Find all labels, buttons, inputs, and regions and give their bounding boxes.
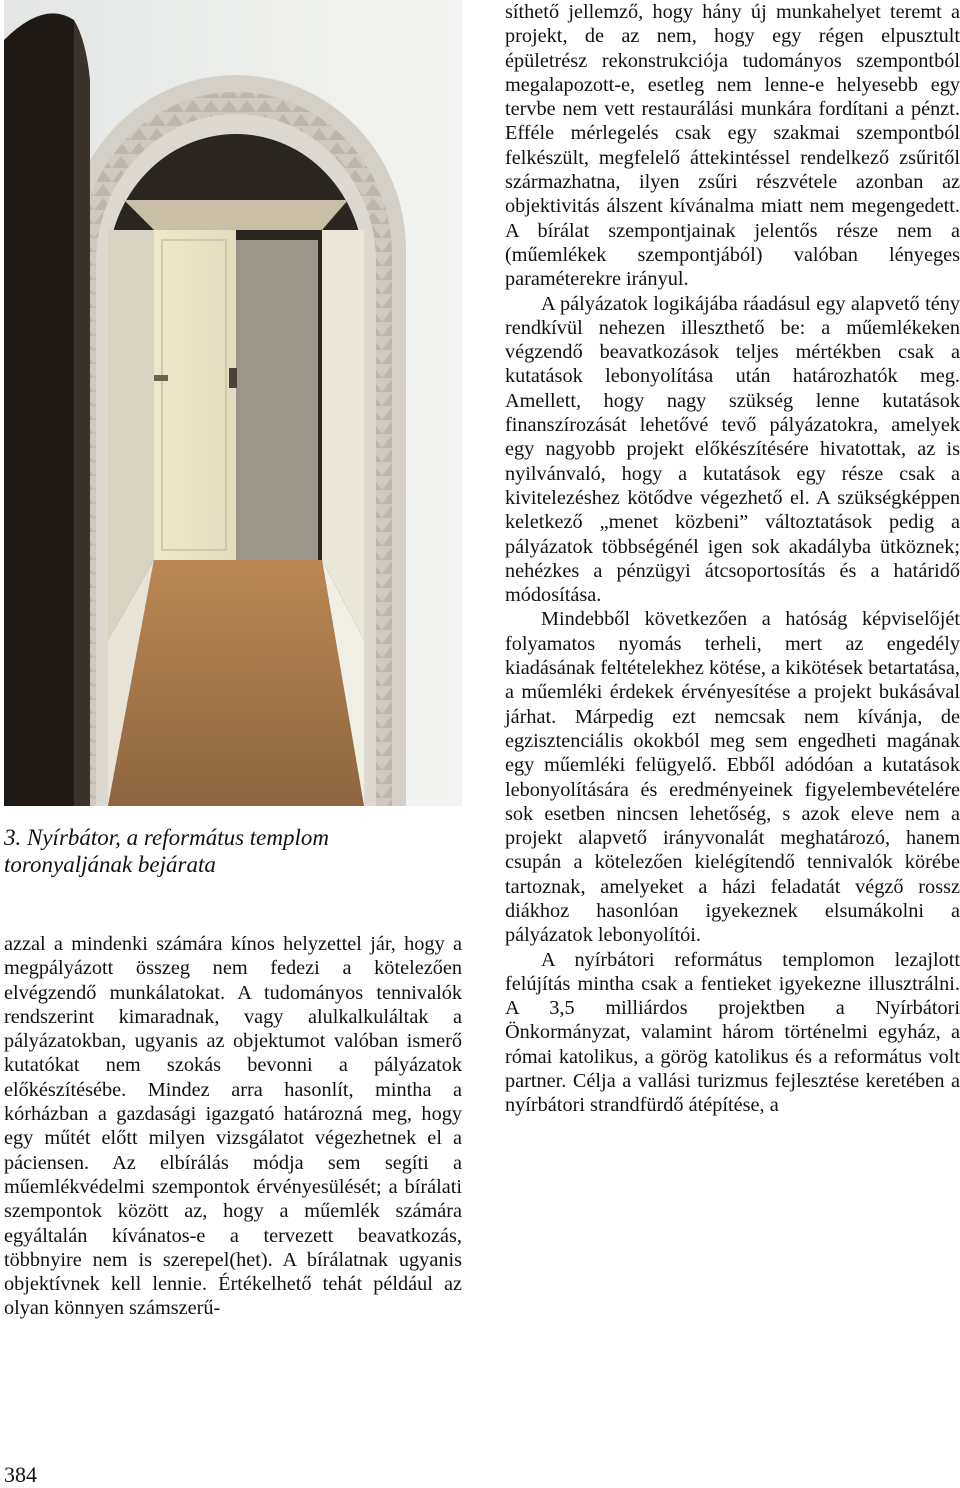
page-number: 384 (4, 1462, 37, 1487)
archway-photo (4, 0, 462, 806)
caption-line-1: 3. Nyírbátor, a református templom (4, 825, 329, 850)
archway-illustration (4, 0, 462, 806)
right-paragraph-3: Mindebből következően a hatóság képviselőjét folyamatos nyomás terheli, mert az engedély kiadásának feltételekhez kötése, a kikötések betartatása, a műemléki érdekek érvényesítése a projekt bukásával járhat. Márpedig ezt nemcsak nem kívánja, de egzisztenciális okokból meg sem engedheti magának egy műemléki felügyelő. Ebből adódóan a kutatások lebonyolítására és eredményeinek figyelembevételére sok esetben nincsen lehetőség, s azok eleve nem a projekt alapvető irányvonalát meghatározó, hanem csupán a kötelezően kielégítendő tennivalók körébe tartoznak, amelyeket a házi feladatát végző rossz diákhoz hasonlóan igyekeznek elsumákolni a pályázatok lebonyolítói. (505, 608, 960, 947)
right-paragraph-4: A nyírbátori református templomon lezajlott felújítás mintha csak a fentieket igyekezne illusztrálni. A 3,5 milliárdos projektben a Nyírbátori Önkormányzat, valamint három történelmi egyház, a római katolikus, a görög katolikus és a református volt partner. Célja a vallási turizmus fejlesztése keretében a nyírbátori strandfürdő átépítése, a (505, 948, 960, 1117)
photo-caption (4, 824, 462, 878)
right-text-column (505, 0, 960, 1118)
right-paragraph-1: síthető jellemző, hogy hány új munkahelyet teremt a projekt, de az nem, hogy egy régen elpusztult épületrész rekonstrukciója tudományos szempontból megalapozott-e, esetleg nem lenne-e helyesebb egy tervbe nem vett restaurálási munkára fordítani a pénzt. Efféle mérlegelés csak egy szakmai szempontból felkészült, megfelelő áttekintéssel rendelkező zsűritől származhatna, ilyen zsűri részvétele azonban az objektivitás álszent kívánalma miatt nem megengedett. A bírálat szempontjainak jelentős része nem a (műemlékek szempontjából) valóban lényeges paraméterekre irányul. (505, 1, 960, 291)
left-text-column (4, 932, 462, 1321)
right-paragraph-2: A pályázatok logikájába ráadásul egy alapvető tény rendkívül nehezen illeszthető be: a műemlékeken végzendő beavatkozások teljes mértékben csak a kutatások lebonyolítása után határozhatók meg. Amellett, hogy nagy szükség lenne kutatások finanszírozását lehetővé tevő pályázatokra, amelyek egy nagyobb projekt előkészítésére hivatottak, az is nyilvánvaló, hogy a kutatások egy része csak a kivitelezéshez kötődve végezhető el. A szükségképpen keletkező „menet közbeni” változtatások pedig a pályázatok többségénél igen sok akadályba ütköznek; nehézkes a pénzügyi átcsoportosítás és a határidő módosítása. (505, 292, 960, 607)
caption-line-2: toronyaljának bejárata (4, 852, 216, 877)
left-paragraph-1: azzal a mindenki számára kínos helyzettel jár, hogy a megpályázott összeg nem fedezi a kötelezően elvégzendő munkálatokat. A tudományos tennivalók rendszerint kimaradnak, vagy alulkalkuláltak a pályázatokban, ugyanis az objektumot valóban ismerő kutatókat nem szokás bevonni a pályázatok előkészítésébe. Mindez arra hasonlít, mintha a kórházban a gazdasági igazgató határozná meg, hogy egy műtét előtt milyen vizsgálatot végezhetnek el a páciensen. Az elbírálás módja sem segíti a műemlékvédelmi szempontok érvényesülését; a bírálati szempontok között az, hogy a műemlék számára egyáltalán kívánatos-e a tervezett beavatkozás, többnyire nem is szerepel(het). A bírálatnak ugyanis objektívnek kell lennie. Értékelhető tehát például az olyan könnyen számszerű- (4, 933, 462, 1320)
